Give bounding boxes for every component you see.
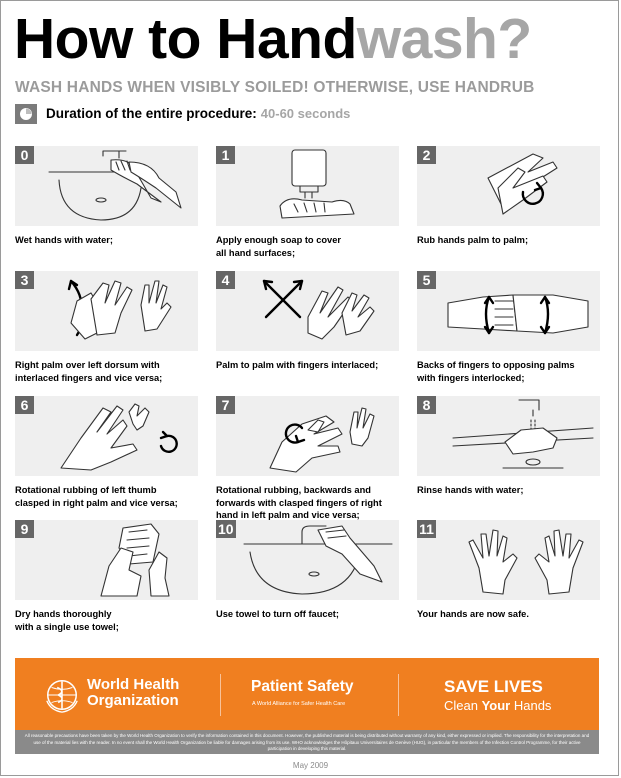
step-1 [216,146,399,259]
soap-dispenser-icon [242,148,397,224]
step-caption: Wet hands with water; [15,235,113,245]
rinse-hands-icon [443,398,598,474]
step-6 [15,396,198,509]
step-panel [216,146,399,226]
fingers-interlocked-icon [443,273,598,349]
step-caption: Palm to palm with fingers interlaced; [216,360,379,370]
step-panel [216,271,399,351]
duration-value: 40-60 seconds [260,106,351,121]
step-4 [216,271,399,372]
slogan-emphasis: Your [481,698,511,713]
subtitle: WASH HANDS WHEN VISIBLY SOILED! OTHERWISE, USE HANDRUB [15,79,535,96]
step-5 [417,271,600,384]
step-panel [417,146,600,226]
step-caption: Apply enough soap to cover all hand surfaces; [216,235,342,258]
step-number: 0 [15,146,34,164]
sink-faucet-hands-icon [41,148,196,224]
fingertips-rubbing-icon [242,398,397,474]
step-caption: Backs of fingers to opposing palms with fingers interlocked; [417,360,575,383]
palm-over-dorsum-icon [41,273,196,349]
step-caption: Rotational rubbing of left thumb clasped in right palm and vice versa; [15,485,178,508]
step-panel [15,520,198,600]
title-light: wash? [356,7,532,71]
divider [220,674,221,716]
step-panel [216,520,399,600]
step-caption: Rotational rubbing, backwards and forwards with clasped fingers of right hand in left palm and vice versa; [216,485,382,520]
step-number: 11 [417,520,436,538]
step-panel [417,396,600,476]
step-number: 2 [417,146,436,164]
safe-hands-icon [443,522,598,598]
thumb-rubbing-icon [41,398,196,474]
step-0 [15,146,198,247]
step-number: 10 [218,521,234,537]
step-number: 3 [15,271,34,289]
step-10 [216,520,399,621]
duration-label: Duration of the entire procedure: [46,106,257,121]
slogan-prefix: Clean [444,698,482,713]
clean-hands-slogan [444,698,551,713]
title-dark: How to Hand [14,7,357,71]
step-panel [15,146,198,226]
step-caption: Rub hands palm to palm; [417,235,529,245]
who-emblem-icon [43,676,81,714]
step-caption: Right palm over left dorsum with interlaced fingers and vice versa; [15,360,163,383]
disclaimer-text: All reasonable precautions have been taken by the World Health Organization to verify the information contained in this document. However, the published material is being distributed without warranty of any kind, either expressed or implied. The responsibility for the interpretation and use of the material lies with the reader. In no event shall the World Health Organization be liable for damages arising from its use. WHO acknowledges the Hôpitaux Universitaires de Genève (HUG), in particular the members of the Infection Control Programme, for their active participation in developing this material. [15,730,599,754]
step-11 [417,520,600,621]
step-panel [216,396,399,476]
step-9 [15,520,198,633]
patient-safety-subtitle: A World Alliance for Safer Health Care [252,701,346,707]
step-number: 8 [417,396,436,414]
divider [398,674,399,716]
step-number: 1 [216,146,235,164]
step-caption: Use towel to turn off faucet; [216,609,339,619]
step-number: 9 [15,520,34,538]
step-7 [216,396,399,522]
step-caption: Rinse hands with water; [417,485,524,495]
duration-row [15,104,350,124]
towel-faucet-icon [242,522,397,598]
save-lives-title: SAVE LIVES [444,677,543,696]
step-number: 4 [216,271,235,289]
step-8 [417,396,600,497]
step-caption: Dry hands thoroughly with a single use towel; [15,609,119,632]
step-number: 6 [15,396,34,414]
slogan-suffix: Hands [510,698,552,713]
palm-to-palm-icon [443,148,598,224]
step-caption: Your hands are now safe. [417,609,529,619]
patient-safety-title: Patient Safety [251,678,354,695]
fingers-interlaced-icon [242,273,397,349]
footer-banner [15,658,599,730]
org-name: World Health Organization [87,676,180,709]
page-title [14,6,532,72]
step-panel [15,271,198,351]
step-panel [15,396,198,476]
step-panel [417,520,600,600]
step-2 [417,146,600,247]
clock-icon [15,104,37,124]
step-number: 5 [417,271,436,289]
step-panel [417,271,600,351]
step-3 [15,271,198,384]
towel-drying-icon [41,522,196,598]
publication-date: May 2009 [292,761,329,770]
step-number: 7 [216,396,235,414]
